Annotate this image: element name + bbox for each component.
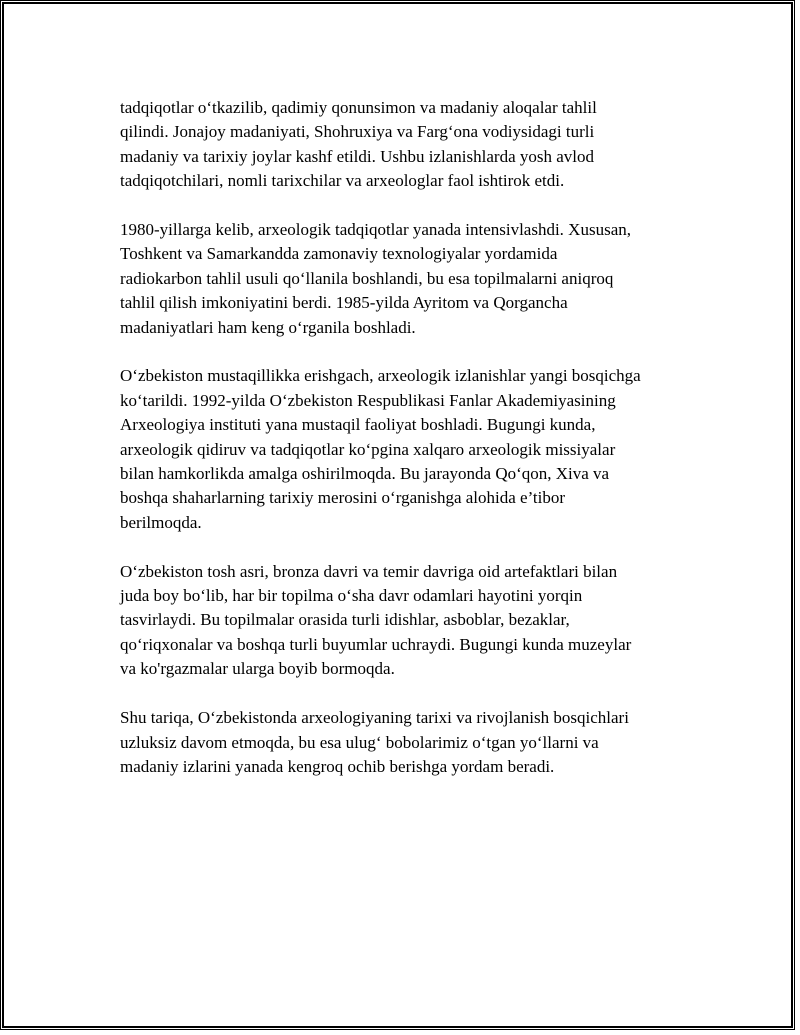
paragraph-2: 1980-yillarga kelib, arxeologik tadqiqotlar yanada intensivlashdi. Xususan, Toshkent va Samarkandda zamonaviy texnologiyalar yordamida radiokarbon tahlil usuli qo‘llanila boshlandi, bu esa topilmalarni aniqroq tahlil qilish imkoniyatini berdi. 1985-yilda Ayritom va Qorgancha madaniyatlari ham keng o‘rganila boshladi. bbox=[120, 220, 631, 337]
paragraph-1: tadqiqotlar o‘tkazilib, qadimiy qonunsimon va madaniy aloqalar tahlil qilindi. Jonajoy madaniyati, Shohruxiya va Farg‘ona vodiysidagi turli madaniy va tarixiy joylar kashf etildi. Ushbu izlanishlarda yosh avlod tadqiqotchilari, nomli tarixchilar va arxeologlar faol ishtirok etdi. bbox=[120, 98, 597, 191]
document-body bbox=[120, 96, 695, 804]
paragraph-5: Shu tariqa, O‘zbekistonda arxeologiyaning tarixi va rivojlanish bosqichlari uzluksiz davom etmoqda, bu esa ulug‘ bobolarimiz o‘tgan yo‘llarni va madaniy izlarini yanada kengroq ochib berishga yordam beradi. bbox=[120, 708, 629, 776]
page-frame bbox=[2, 2, 793, 1028]
paragraph-4: O‘zbekiston tosh asri, bronza davri va temir davriga oid artefaktlari bilan juda boy bo‘lib, har bir topilma o‘sha davr odamlari hayotini yorqin tasvirlaydi. Bu topilmalar orasida turli idishlar, asboblar, bezaklar, qo‘riqxonalar va boshqa turli buyumlar uchraydi. Bugungi kunda muzeylar va ko'rgazmalar ularga boyib bormoqda. bbox=[120, 561, 632, 679]
paragraph-3: O‘zbekiston mustaqillikka erishgach, arxeologik izlanishlar yangi bosqichga ko‘tarildi. 1992-yilda O‘zbekiston Respublikasi Fanlar Akademiyasining Arxeologiya instituti yana mustaqil faoliyat boshladi. Bugungi kunda, arxeologik qidiruv va tadqiqotlar ko‘pgina xalqaro arxeologik missiyalar bilan hamkorlikda amalga oshirilmoqda. Bu jarayonda Qo‘qon, Xiva va boshqa shaharlarning tarixiy merosini o‘rganishga alohida e’tibor berilmoqda. bbox=[120, 366, 641, 532]
